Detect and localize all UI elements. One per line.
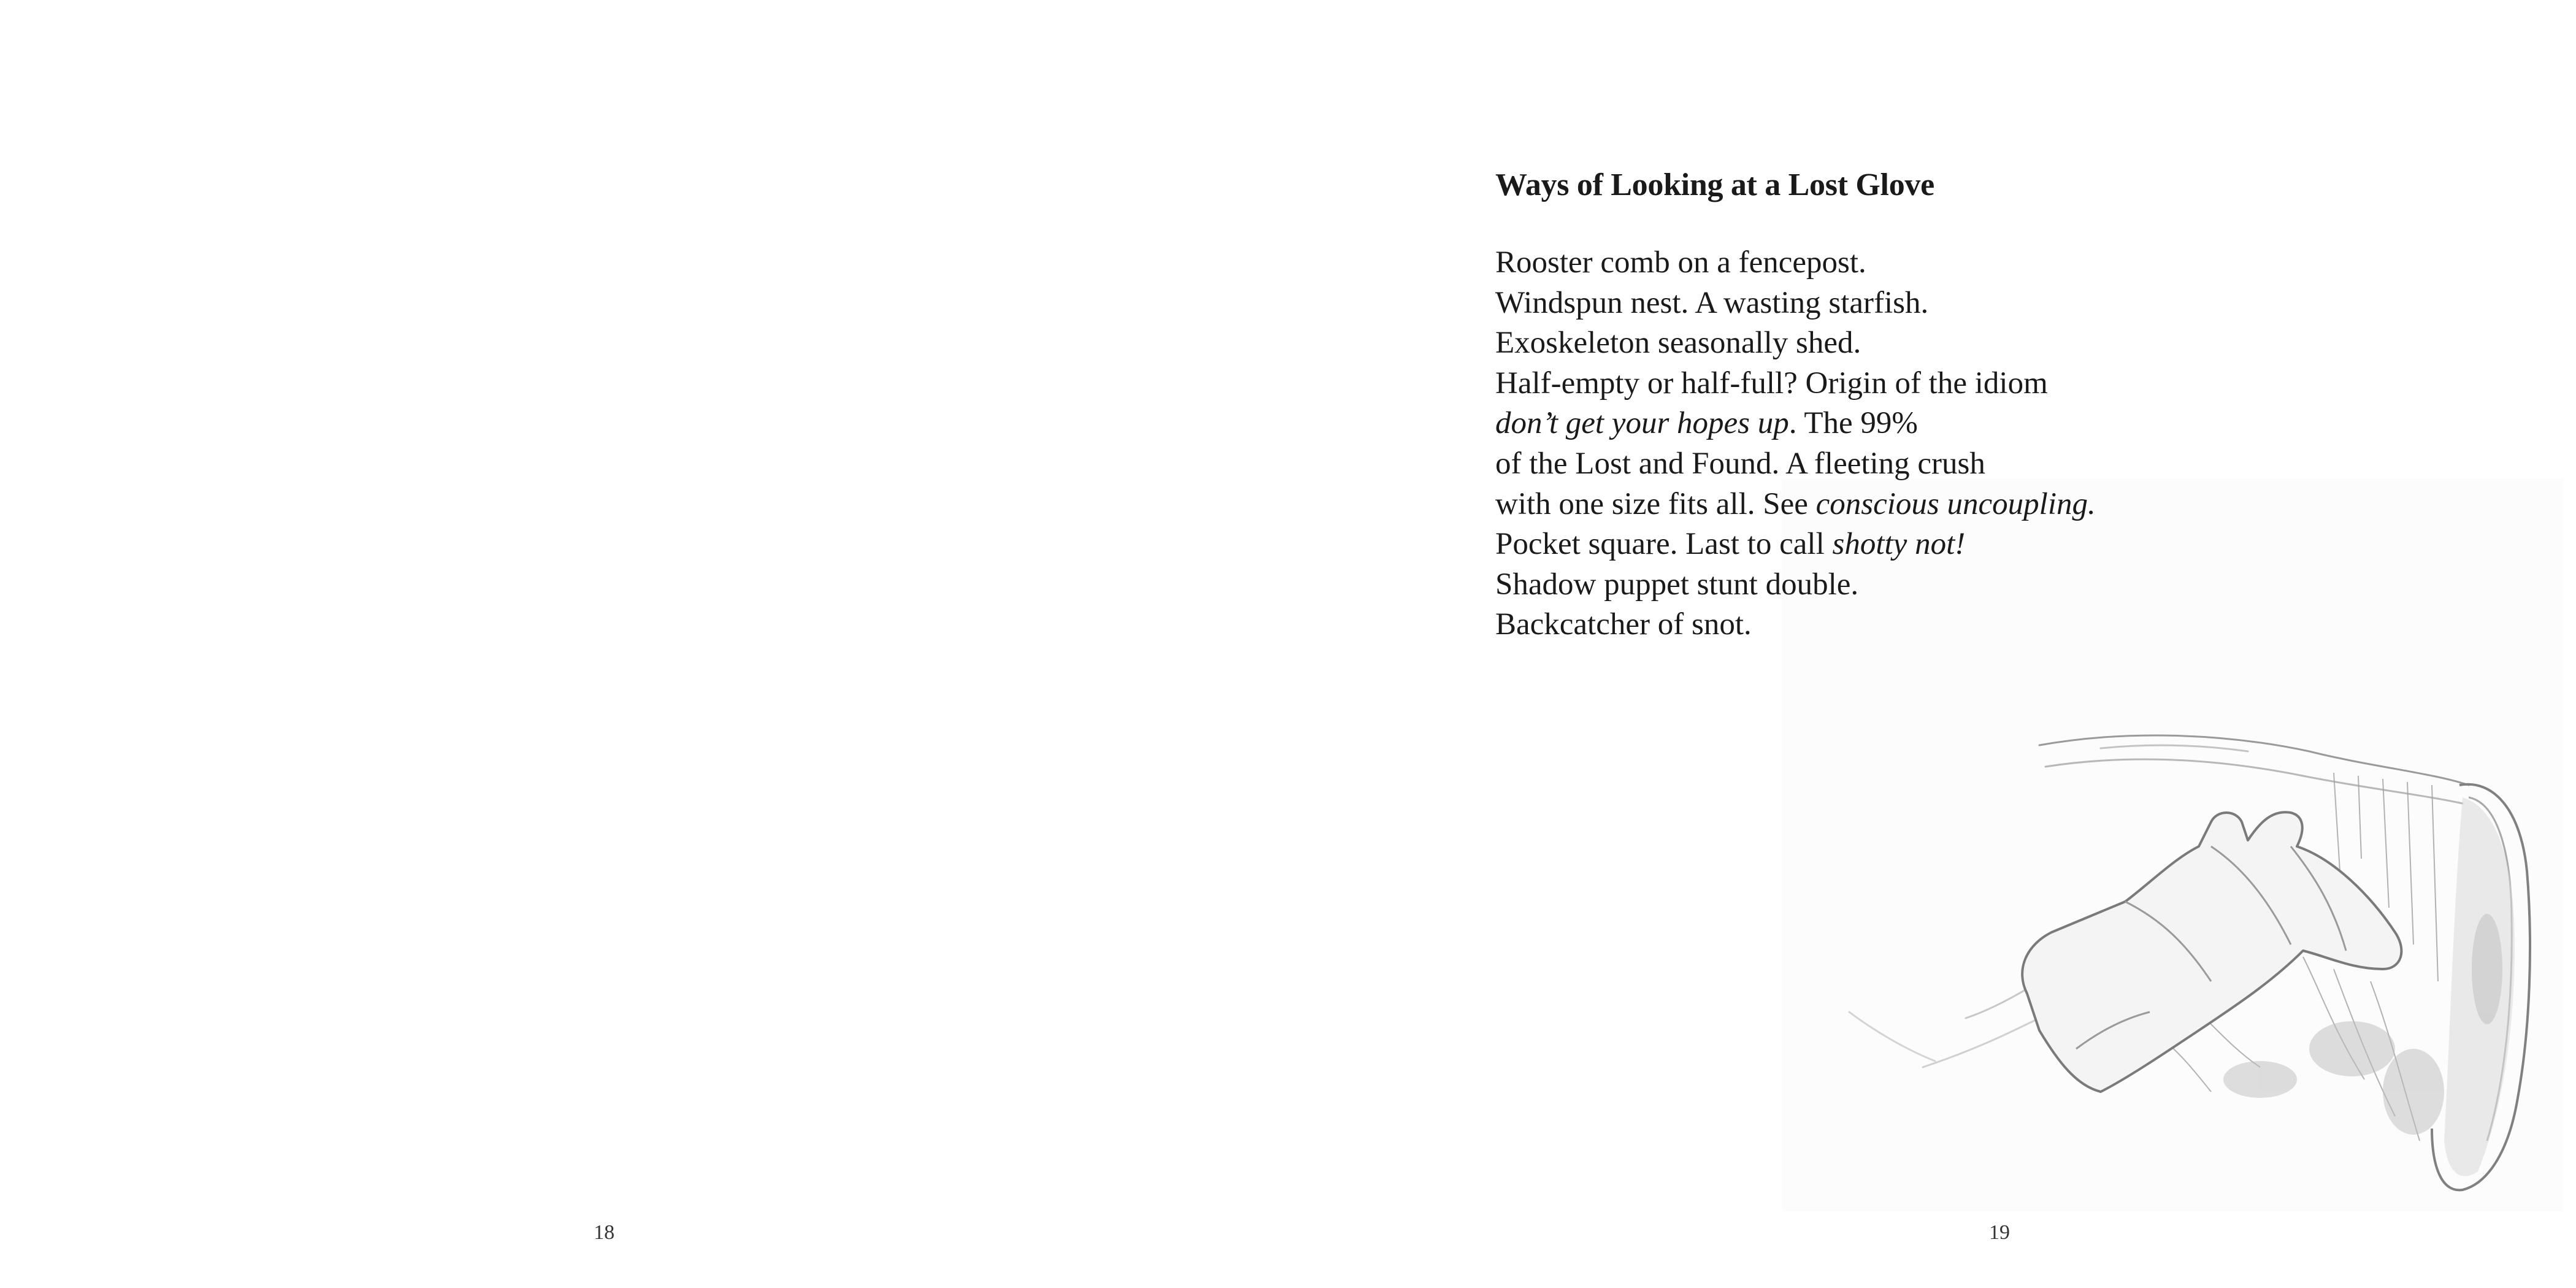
poem-line: with one size fits all. See conscious uncoupling. [1495, 486, 2096, 521]
poem-line: Exoskeleton seasonally shed. [1495, 326, 1861, 361]
poem-line: Half-empty or half-full? Origin of the idiom [1495, 366, 2048, 401]
page-number-left: 18 [594, 1221, 615, 1244]
poem-line: don’t get your hopes up. The 99% [1495, 406, 1918, 441]
poem-line: Rooster comb on a fencepost. [1495, 245, 1866, 280]
page-number-right: 19 [1989, 1221, 2010, 1244]
poem-line: Shadow puppet stunt double. [1495, 567, 1859, 602]
poem-line: Pocket square. Last to call shotty not! [1495, 527, 1966, 562]
poem-title: Ways of Looking at a Lost Glove [1495, 167, 1934, 202]
poem-line: of the Lost and Found. A fleeting crush [1495, 446, 1985, 481]
poem-body [1495, 243, 2170, 645]
poem [1495, 161, 2170, 645]
poem-line: Backcatcher of snot. [1495, 607, 1752, 642]
right-page [1288, 0, 2576, 1288]
poem-line: Windspun nest. A wasting starfish. [1495, 285, 1929, 320]
